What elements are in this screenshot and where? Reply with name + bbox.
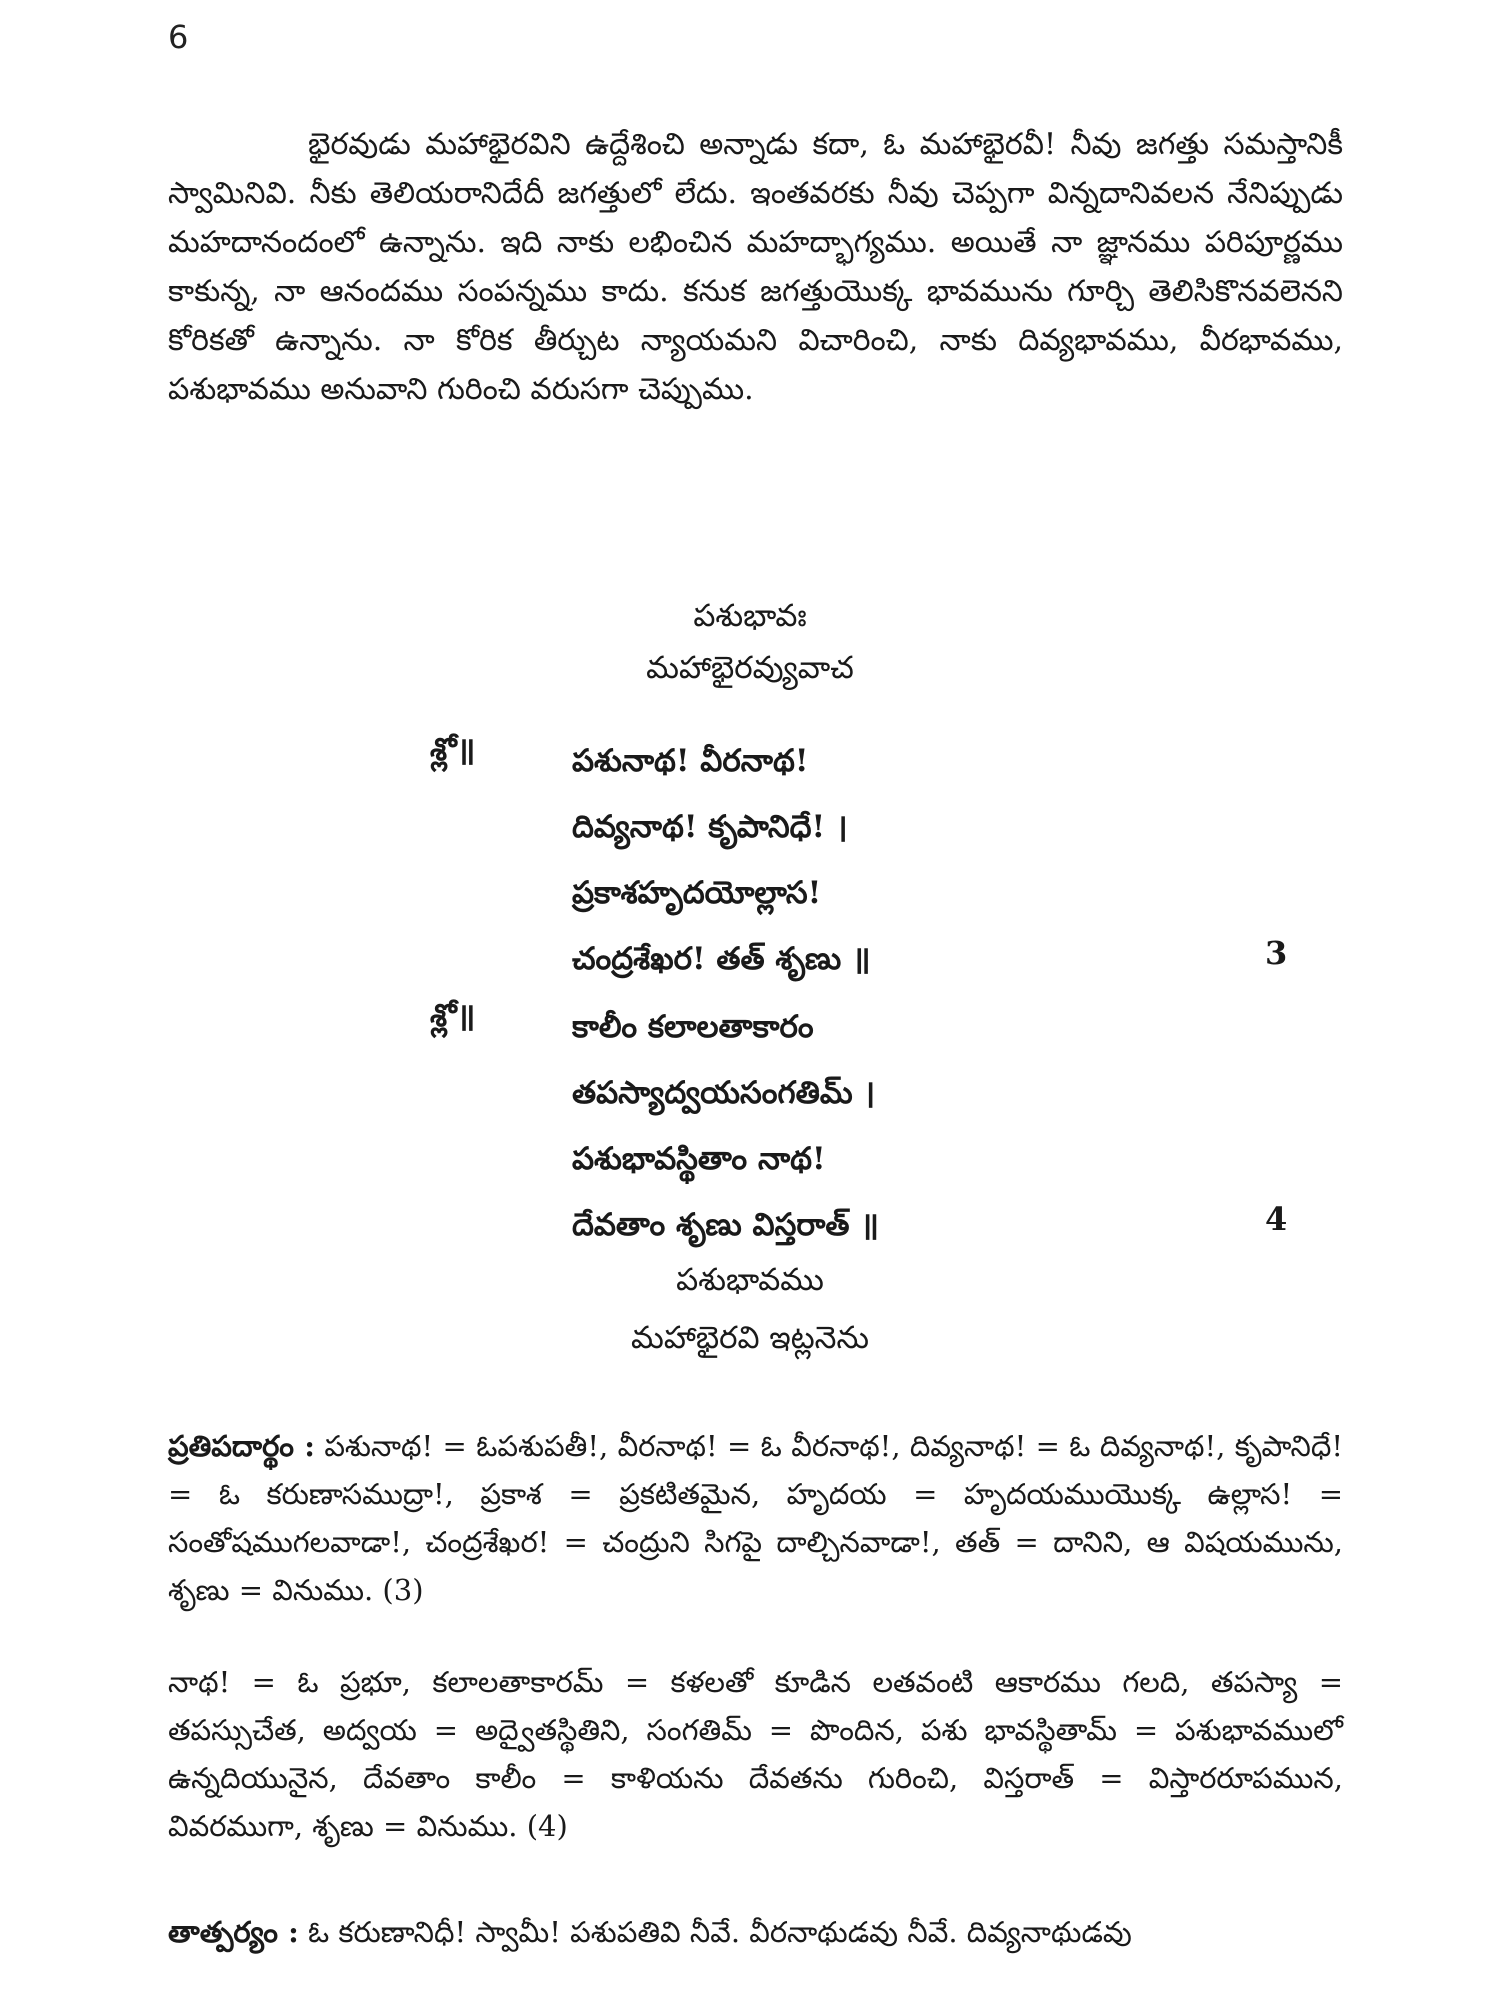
- sloka-line: దివ్యనాథ! కృపానిధే! ।: [572, 809, 848, 845]
- translation-speaker: మహాభైరవి ఇట్లనెను: [631, 1320, 869, 1356]
- sloka-number: 4: [1265, 1200, 1288, 1238]
- page-number: 6: [168, 18, 189, 56]
- sloka-marker: శ్లో॥: [430, 732, 476, 768]
- word-meaning-label: ప్రతిపదార్థం :: [168, 1429, 315, 1463]
- sloka-number: 3: [1265, 934, 1288, 972]
- sloka-line: తపస్యాద్వయసంగతిమ్ ।: [572, 1075, 876, 1111]
- sloka-marker: శ్లో॥: [430, 998, 476, 1034]
- sloka-lines: [572, 998, 879, 1262]
- word-meaning-paragraph-2: నాథ! = ఓ ప్రభూ, కలాలతాకారమ్ = కళలతో కూడిన లతవంటి ఆకారము గలది, తపస్యా = తపస్సుచేత, అద్వయ = అద్వైతస్థితిని, సంగతిమ్ = పొందిన, పశు భావస్థితామ్ = పశుభావములో ఉన్నదియునైన, దేవతాం కాలీం = కాళియను దేవతను గురించి, విస్తరాత్ = విస్తారరూపమున, వివరముగా, శృణు = వినుము. (4): [168, 1665, 1343, 1843]
- sloka-lines: [572, 732, 871, 996]
- translation-heading: పశుభావము: [676, 1262, 824, 1298]
- sloka-line: చంద్రశేఖర! తత్ శృణు ॥: [572, 941, 871, 977]
- summary-paragraph: [168, 1908, 1343, 1957]
- word-meaning-paragraph: [168, 1422, 1343, 1614]
- sloka-line: కాలీం కలాలతాకారం: [572, 1009, 814, 1045]
- summary-text: ఓ కరుణానిధీ! స్వామీ! పశుపతివి నీవే. వీరనాథుడవు నీవే. దివ్యనాథుడవు: [308, 1915, 1132, 1949]
- sloka-line: పశుభావస్థితాం నాథ!: [572, 1141, 826, 1177]
- word-meaning-text: పశునాథ! = ఓపశుపతీ!, వీరనాథ! = ఓ వీరనాథ!, దివ్యనాథ! = ఓ దివ్యనాథ!, కృపానిధే! = ఓ కరుణాసముద్రా!, ప్రకాశ = ప్రకటితమైన, హృదయ = హృదయముయొక్క ఉల్లాస! = సంతోషముగలవాడా!, చంద్రశేఖర! = చంద్రుని సిగపై దాల్చినవాడా!, తత్ = దానిని, ఆ విషయమును, శృణు = వినుము. (3): [168, 1429, 1343, 1607]
- speaker-heading: మహాభైరవ్యువాచ: [646, 650, 854, 686]
- section-heading: పశుభావః: [693, 598, 807, 634]
- sloka-line: ప్రకాశహృదయోల్లాస!: [572, 875, 822, 911]
- sloka-line: పశునాథ! వీరనాథ!: [572, 743, 809, 779]
- sloka-line: దేవతాం శృణు విస్తరాత్ ॥: [572, 1207, 879, 1243]
- summary-label: తాత్పర్యం :: [168, 1915, 299, 1949]
- intro-paragraph: భైరవుడు మహాభైరవిని ఉద్దేశించి అన్నాడు కదా, ఓ మహాభైరవీ! నీవు జగత్తు సమస్తానికీ స్వామినివి. నీకు తెలియరానిదేదీ జగత్తులో లేదు. ఇంతవరకు నీవు చెప్పగా విన్నదానివలన నేనిప్పుడు మహదానందంలో ఉన్నాను. ఇది నాకు లభించిన మహద్భాగ్యము. అయితే నా జ్ఞానము పరిపూర్ణము కాకున్న, నా ఆనందము సంపన్నము కాదు. కనుక జగత్తుయొక్క భావమును గూర్చి తెలిసికొనవలెనని కోరికతో ఉన్నాను. నా కోరిక తీర్చుట న్యాయమని విచారించి, నాకు దివ్యభావము, వీరభావము, పశుభావము అనువాని గురించి వరుసగా చెప్పుము.: [168, 127, 1343, 407]
